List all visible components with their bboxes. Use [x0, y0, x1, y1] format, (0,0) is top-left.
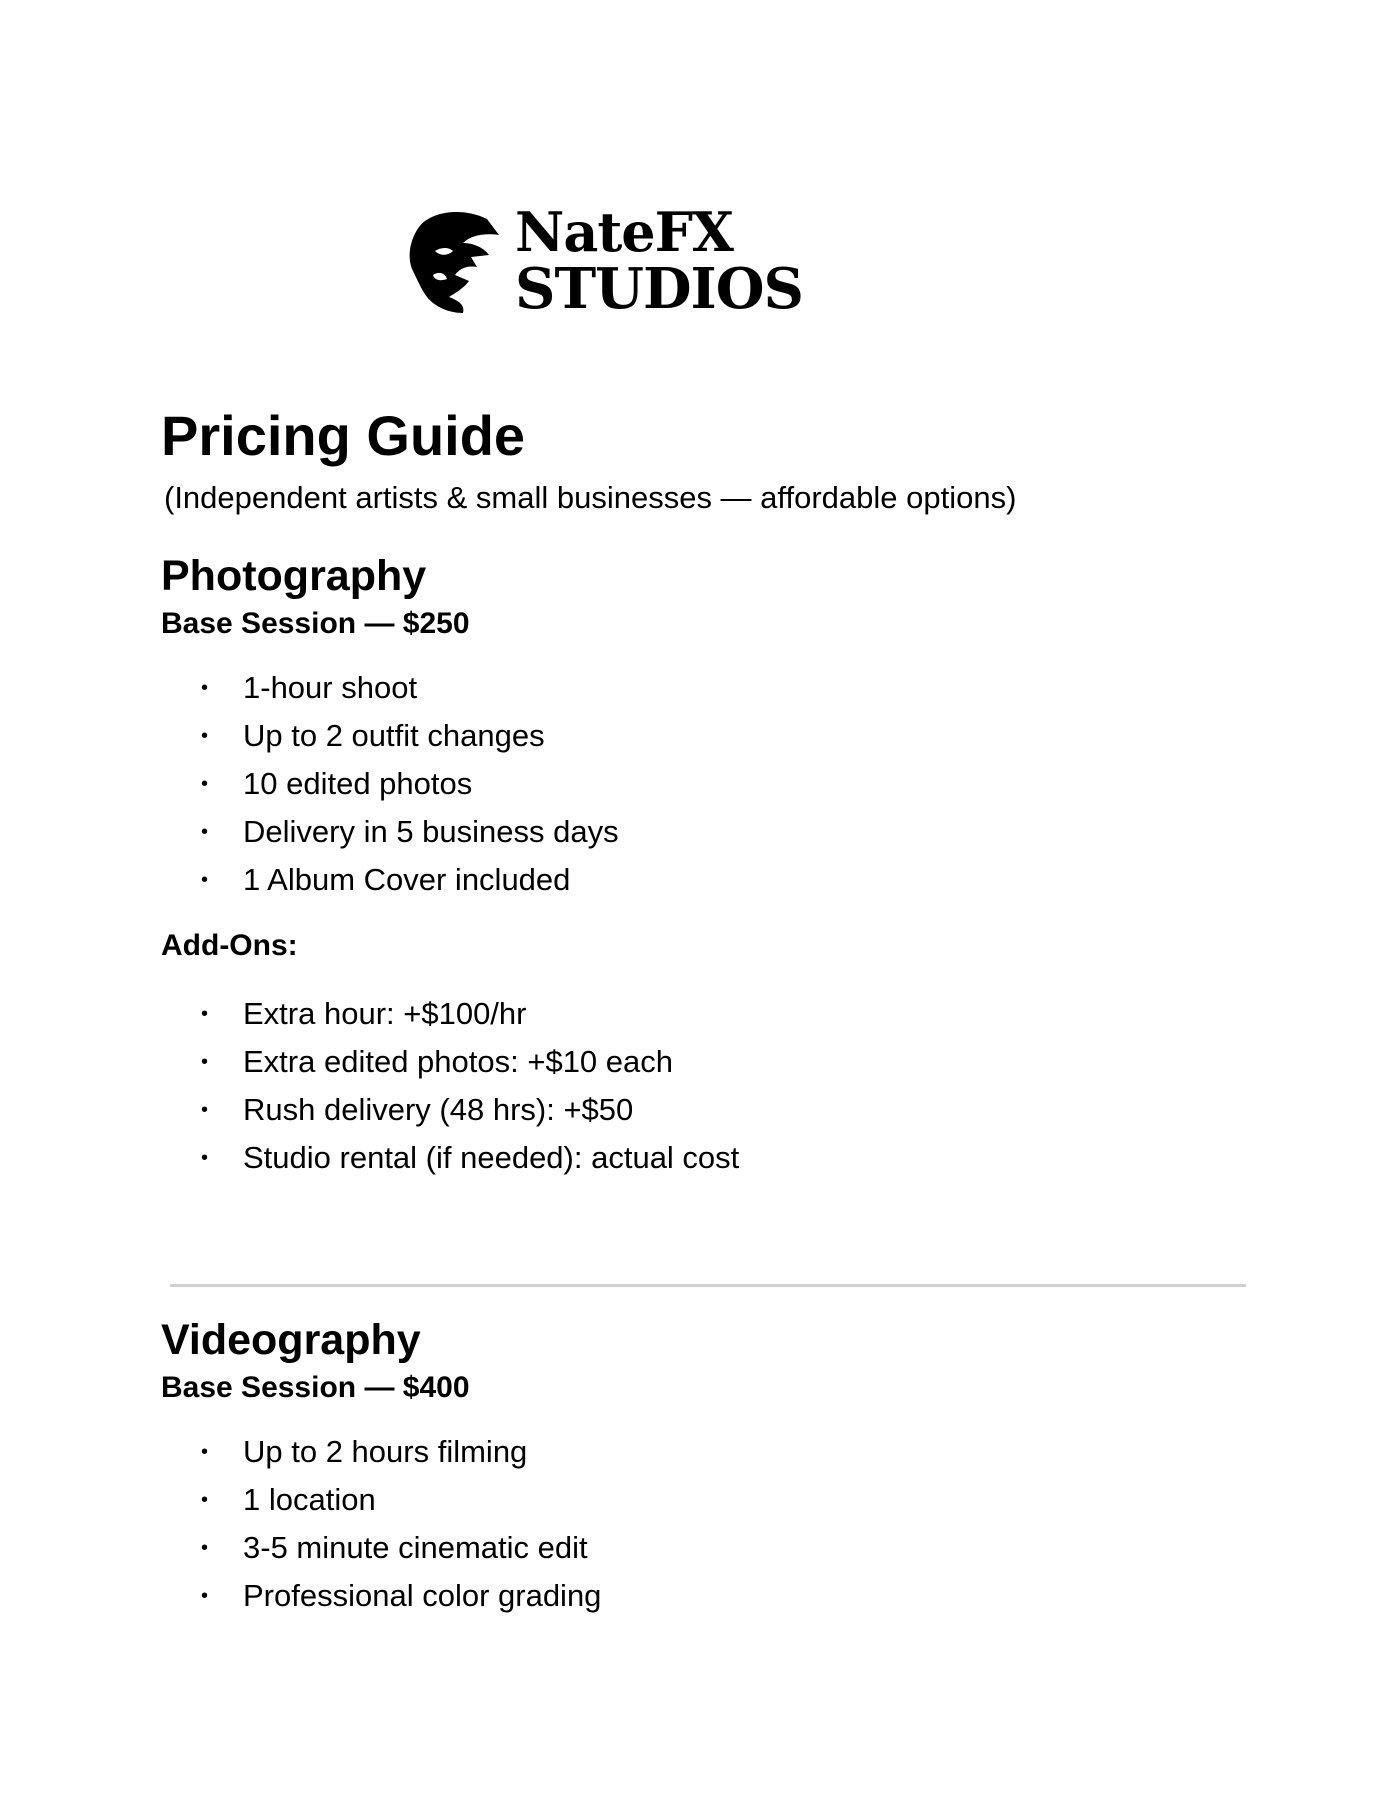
list-item: • 10 edited photos	[161, 760, 1261, 808]
photography-addons-list	[161, 990, 1261, 1182]
list-item: • Up to 2 outfit changes	[161, 712, 1261, 760]
list-item: • Extra hour: +$100/hr	[161, 990, 1261, 1038]
photography-heading: Photography	[161, 552, 427, 600]
list-item: • Extra edited photos: +$10 each	[161, 1038, 1261, 1086]
list-item: • Rush delivery (48 hrs): +$50	[161, 1086, 1261, 1134]
studio-logo	[405, 200, 805, 322]
videography-section	[161, 1312, 1261, 1620]
logo-wordmark-line2: STUDIOS	[515, 256, 803, 322]
page-subtitle: (Independent artists & small businesses — affordable options)	[164, 480, 1017, 515]
videography-heading: Videography	[161, 1316, 421, 1364]
list-item: • Delivery in 5 business days	[161, 808, 1261, 856]
photography-base-session: Base Session — $250	[161, 607, 470, 640]
photography-features-list	[161, 664, 1261, 904]
videography-base-session: Base Session — $400	[161, 1371, 470, 1404]
addons-heading: Add-Ons:	[161, 929, 298, 962]
face-silhouette-icon	[405, 205, 505, 315]
list-item: • 1 Album Cover included	[161, 856, 1261, 904]
logo-wordmark-line1: NateFX	[515, 200, 733, 264]
videography-features-list	[161, 1428, 1261, 1620]
list-item: • 1-hour shoot	[161, 664, 1261, 712]
page-title: Pricing Guide	[161, 404, 526, 467]
photography-section	[161, 548, 1261, 1182]
list-item: • 1 location	[161, 1476, 1261, 1524]
section-divider	[170, 1284, 1246, 1287]
list-item: • Studio rental (if needed): actual cost	[161, 1134, 1261, 1182]
list-item: • Professional color grading	[161, 1572, 1261, 1620]
pricing-content	[161, 398, 1261, 1182]
list-item: • Up to 2 hours filming	[161, 1428, 1261, 1476]
list-item: • 3-5 minute cinematic edit	[161, 1524, 1261, 1572]
